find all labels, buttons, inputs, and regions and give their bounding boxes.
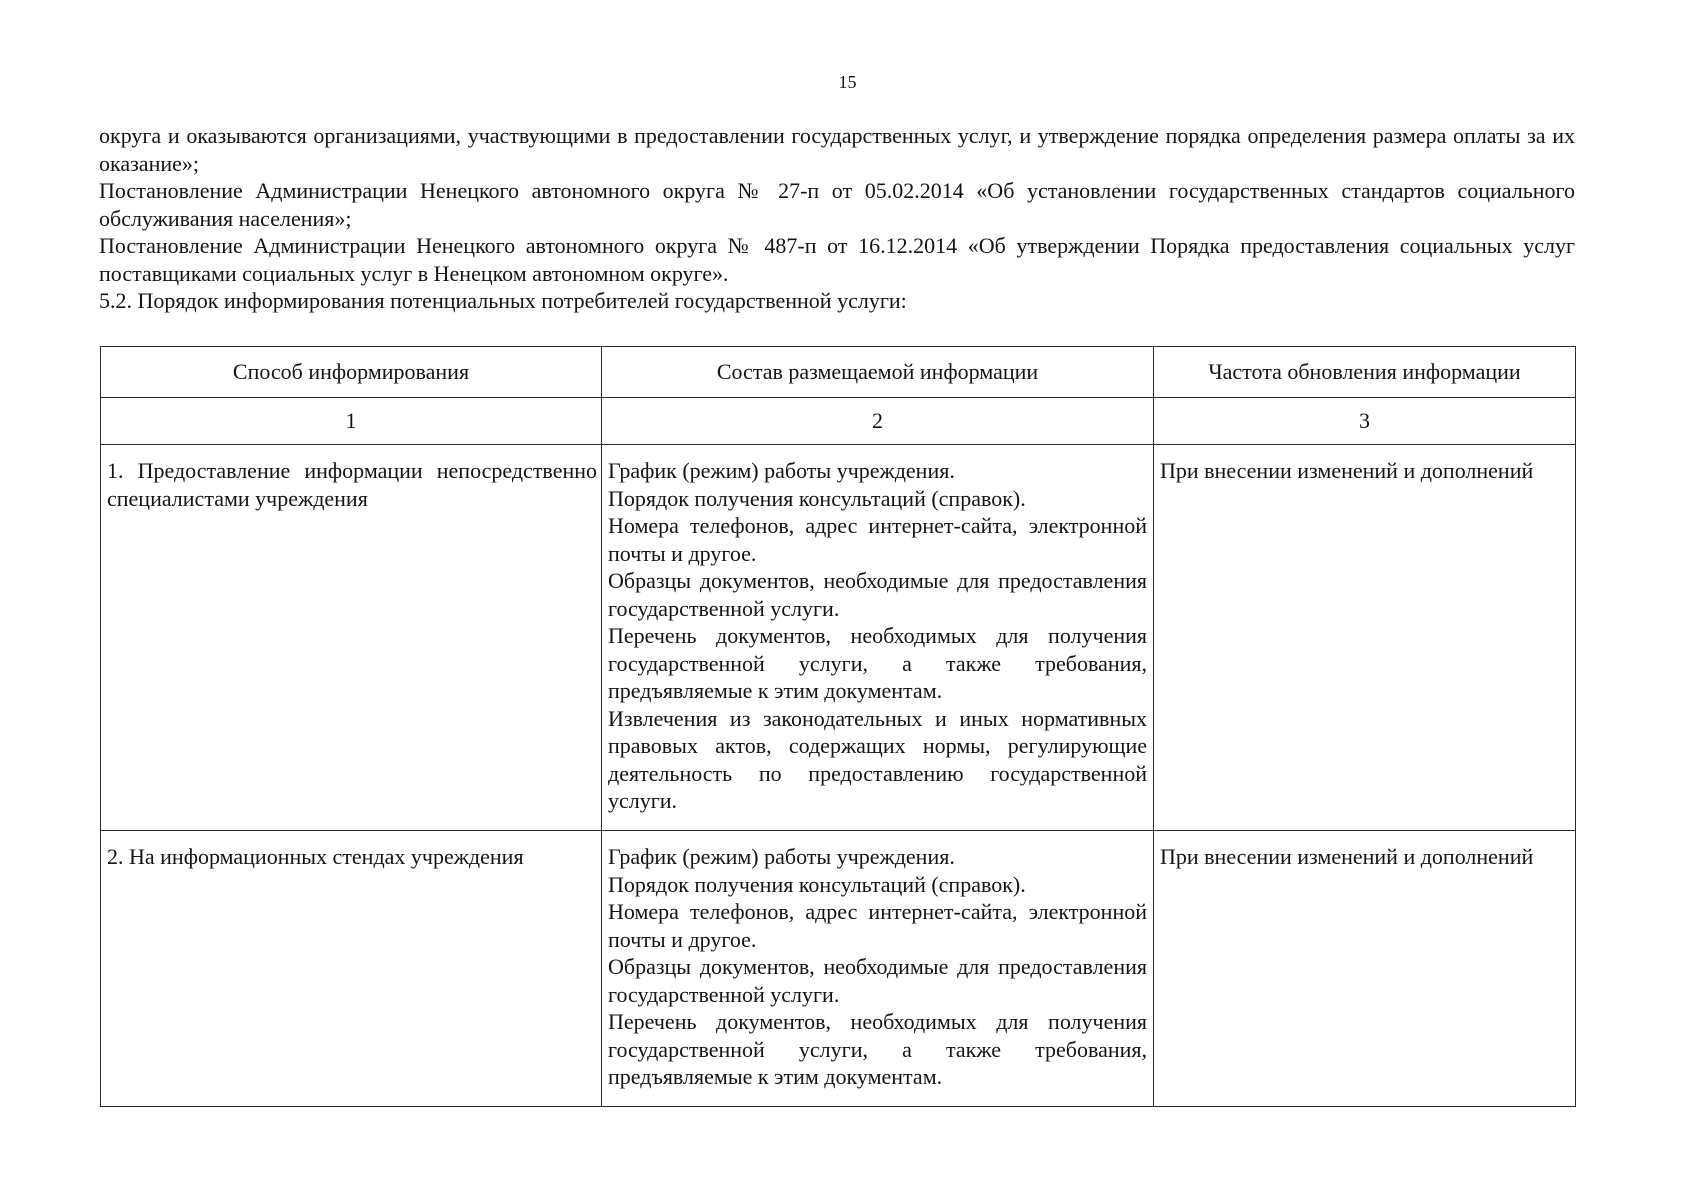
- document-body: [99, 122, 1575, 315]
- content-item: Извлечения из законодательных и иных нормативных правовых актов, содержащих нормы, регулирующие деятельность по предоставлению государственной услуги.: [608, 705, 1147, 813]
- content-item: Перечень документов, необходимых для получения государственной услуги, а также требования, предъявляемые к этим документам.: [608, 623, 1147, 703]
- method-cell: 2. На информационных стендах учреждения: [101, 831, 602, 1107]
- page-number: 15: [838, 72, 857, 92]
- method-cell: 1. Предоставление информации непосредственно специалистами учреждения: [101, 445, 602, 831]
- column-number: 3: [1154, 398, 1576, 445]
- frequency-cell: При внесении изменений и дополнений: [1154, 831, 1576, 1107]
- paragraph: округа и оказываются организациями, участвующими в предоставлении государственных услуг, и утверждение порядка определения размера оплаты за их оказание»;: [99, 123, 1575, 176]
- table-header-row: [101, 347, 1576, 398]
- content-item: Перечень документов, необходимых для получения государственной услуги, а также требования, предъявляемые к этим документам.: [608, 1009, 1147, 1089]
- table-row: [101, 445, 1576, 831]
- content-cell: [602, 831, 1154, 1107]
- content-item: Порядок получения консультаций (справок).: [608, 871, 1026, 897]
- information-table: [100, 346, 1576, 1107]
- column-number: 1: [101, 398, 602, 445]
- content-item: График (режим) работы учреждения.: [608, 458, 955, 483]
- header-method: Способ информирования: [101, 347, 602, 398]
- content-item: Образцы документов, необходимые для предоставления государственной услуги.: [608, 954, 1147, 1007]
- content-item: Номера телефонов, адрес интернет-сайта, электронной почты и другое.: [608, 899, 1147, 952]
- column-number: 2: [602, 398, 1154, 445]
- header-content: Состав размещаемой информации: [602, 347, 1154, 398]
- content-item: Образцы документов, необходимые для предоставления государственной услуги.: [608, 568, 1147, 621]
- table-row: [101, 831, 1576, 1107]
- column-number-row: [101, 398, 1576, 445]
- header-frequency: Частота обновления информации: [1154, 347, 1576, 398]
- content-cell: [602, 445, 1154, 831]
- section-heading: 5.2. Порядок информирования потенциальных потребителей государственной услуги:: [99, 288, 907, 313]
- content-item: Номера телефонов, адрес интернет-сайта, электронной почты и другое.: [608, 513, 1147, 566]
- paragraph: Постановление Администрации Ненецкого автономного округа № 487-п от 16.12.2014 «Об утверждении Порядка предоставления социальных услуг поставщиками социальных услуг в Ненецком автономном округе».: [99, 233, 1575, 286]
- content-item: Порядок получения консультаций (справок).: [608, 485, 1026, 511]
- content-item: График (режим) работы учреждения.: [608, 844, 955, 869]
- paragraph: Постановление Администрации Ненецкого автономного округа № 27-п от 05.02.2014 «Об установлении государственных стандартов социального обслуживания населения»;: [99, 178, 1575, 231]
- frequency-cell: При внесении изменений и дополнений: [1154, 445, 1576, 831]
